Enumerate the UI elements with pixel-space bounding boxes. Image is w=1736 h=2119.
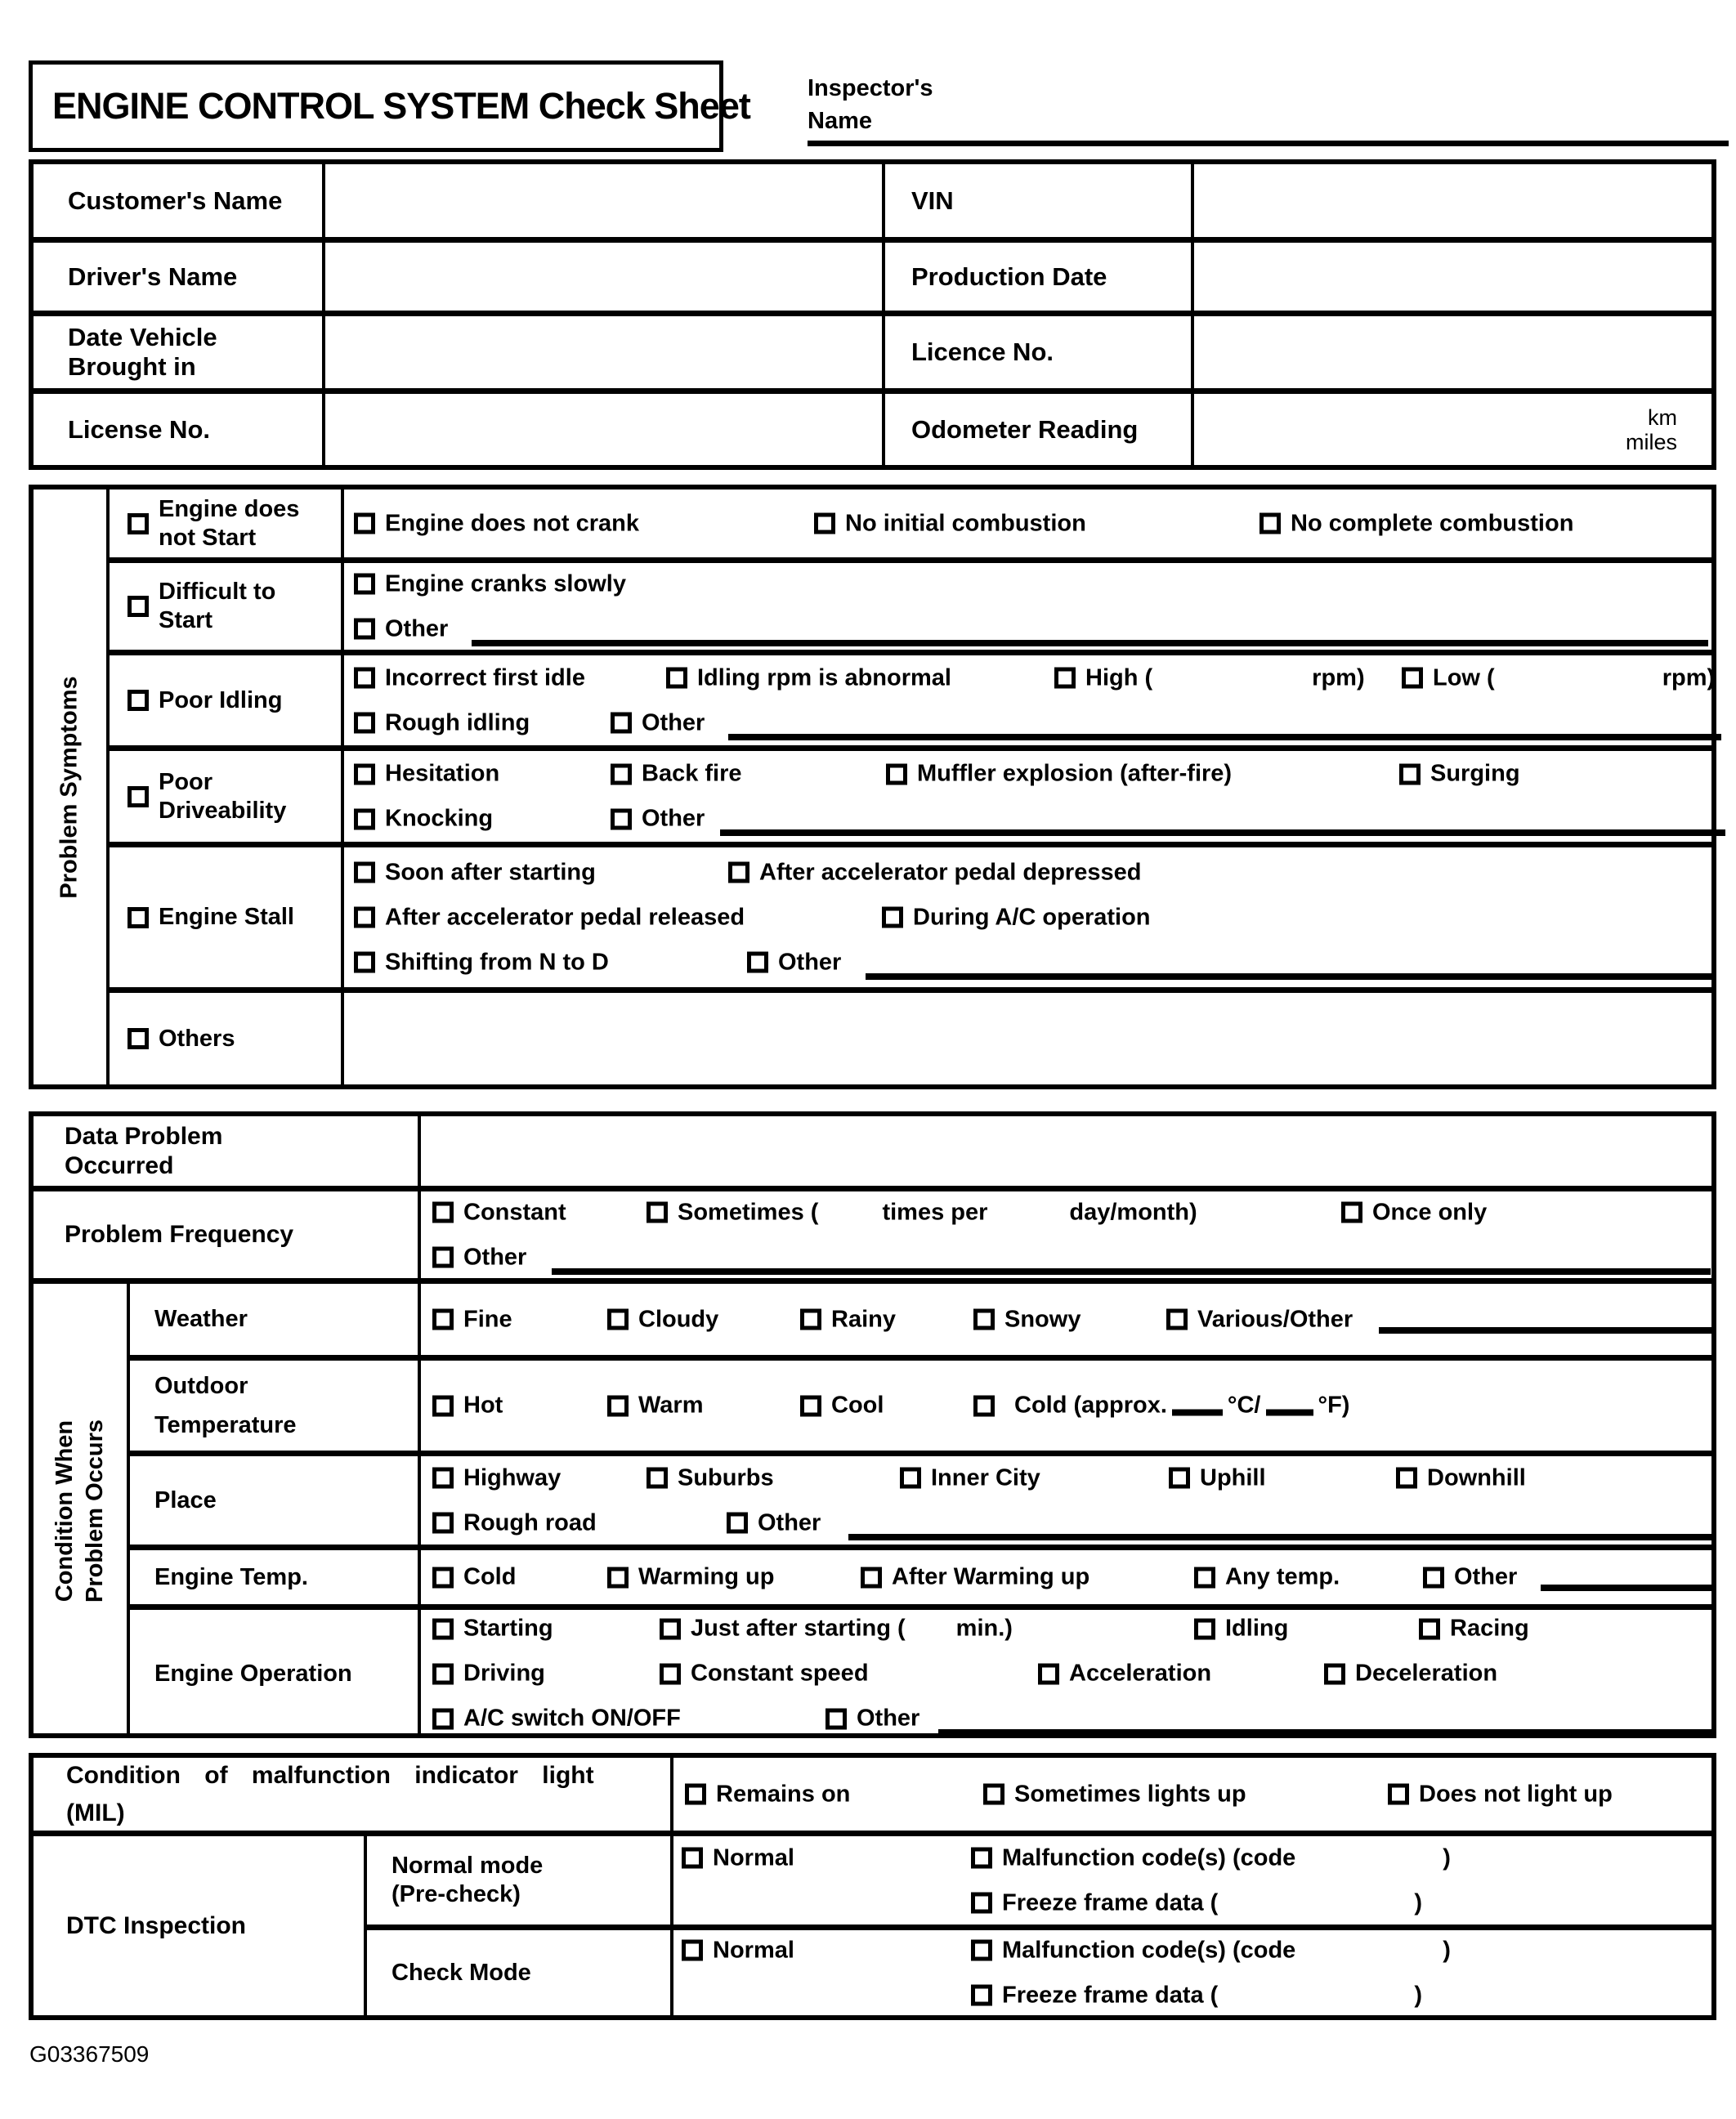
fill-in-blank[interactable] [472,640,1708,646]
option-label: Low ( [1433,664,1495,691]
checkbox-option[interactable] [354,904,745,931]
production-date-label: Production Date [882,237,1191,311]
write-in-space[interactable] [1218,1902,1414,1903]
option-label: Warming up [638,1563,775,1590]
fill-in-blank[interactable] [1266,1405,1313,1416]
checkbox[interactable] [432,1247,454,1268]
option-label: Other [642,709,705,735]
option-label: Any temp. [1225,1563,1340,1590]
fill-in-blank[interactable] [1379,1327,1711,1334]
write-in-space[interactable] [818,1212,882,1213]
dtc-normal-mode-options [670,1831,1711,1925]
checkbox[interactable] [354,862,375,883]
checkbox-option[interactable] [666,664,951,691]
checkbox-option[interactable] [973,1393,1349,1419]
odometer-units: km miles [1625,405,1677,454]
checkbox-option[interactable] [1194,1564,1340,1591]
checkbox[interactable] [611,713,632,734]
checkbox[interactable] [128,690,149,711]
customer-name-field[interactable] [322,164,882,237]
checkbox-option[interactable] [1399,761,1520,788]
vin-label: VIN [882,164,1191,237]
place-options [418,1451,1711,1545]
checkbox-option[interactable] [660,1616,1013,1643]
option-label: Rough road [463,1509,597,1536]
page-title: ENGINE CONTROL SYSTEM Check Sheet [52,85,750,127]
option-label: After Warming up [892,1563,1090,1590]
checkbox[interactable] [128,596,149,617]
option-label: Back fire [642,760,742,787]
checkbox[interactable] [800,1395,821,1416]
checkbox-option[interactable] [432,1616,553,1643]
checkbox-option[interactable] [800,1306,896,1333]
option-label: High ( [1085,664,1153,691]
problem-frequency-label: Problem Frequency [34,1186,418,1278]
title-box [29,60,750,152]
fill-in-blank[interactable] [1172,1405,1223,1416]
checkbox[interactable] [354,952,375,973]
checkbox-option[interactable] [354,761,499,788]
licence-no-field[interactable] [1191,311,1711,388]
figure-code: G03367509 [29,2041,150,2067]
mil-dtc-table [29,1753,1716,2020]
option-label: Deceleration [1355,1660,1498,1687]
checkbox-option[interactable] [432,1199,566,1226]
option-label: Other [642,805,705,832]
customer-name-label: Customer's Name [68,186,283,215]
checkbox-option[interactable] [611,761,742,788]
checkbox[interactable] [1396,1468,1417,1489]
odometer-field[interactable] [1191,388,1711,465]
option-label: Hot [463,1392,503,1419]
problem-symptoms-section-label: Problem Symptoms [56,675,83,899]
checkbox[interactable] [747,952,768,973]
option-label: rpm) [1662,664,1716,691]
option-label: times per [882,1199,988,1225]
option-label: Hesitation [385,760,500,787]
checkbox[interactable] [354,808,375,829]
checkbox-option[interactable] [1169,1464,1266,1491]
option-label: Constant speed [691,1660,869,1687]
checkbox[interactable] [886,763,907,785]
write-in-space[interactable] [987,1212,1069,1213]
checkbox-option[interactable] [660,1661,869,1688]
checkbox-option[interactable] [682,1844,794,1871]
option-label: Snowy [1004,1306,1081,1332]
checkbox[interactable] [1194,1618,1215,1639]
dtc-normal-mode-label: Normal mode (Pre-check) [364,1831,670,1925]
option-label: Constant [463,1199,566,1225]
checkbox-option[interactable] [1396,1464,1526,1491]
option-label: Does not light up [1419,1781,1613,1807]
fill-in-blank[interactable] [866,973,1716,980]
option-label: Cold (approx. [1014,1392,1167,1419]
checkbox-option[interactable] [1166,1306,1353,1333]
option-label: Other [1454,1563,1518,1590]
dtc-check-mode-label: Check Mode [364,1925,670,2015]
checkbox-option[interactable] [354,664,585,691]
checkbox[interactable] [1324,1663,1345,1684]
checkbox[interactable] [666,668,687,689]
option-label: °F) [1318,1392,1350,1419]
option-label: Normal [713,1937,794,1963]
checkbox[interactable] [973,1309,995,1330]
symptom-others[interactable]: Others [106,987,341,1084]
checkbox[interactable] [354,763,375,785]
option-label: After accelerator pedal released [385,904,745,930]
checkbox[interactable] [607,1309,629,1330]
checkbox[interactable] [973,1395,995,1416]
checkbox-option[interactable] [1038,1661,1211,1688]
option-label: Other [463,1244,527,1270]
option-label: Muffler explosion (after-fire) [917,760,1233,787]
symptom-poor-driveability[interactable]: Poor Driveability [106,745,341,842]
option-label: A/C switch ON/OFF [463,1705,681,1732]
option-label: Racing [1450,1615,1529,1642]
checkbox[interactable] [432,1663,454,1684]
checkbox[interactable] [432,1395,454,1416]
option-label: Normal [713,1844,794,1871]
symptom-detail-cell [341,842,1711,987]
weather-label: Weather [127,1278,418,1355]
option-label: Cool [831,1392,884,1419]
checkbox[interactable] [432,1513,454,1534]
checkbox-option[interactable] [607,1564,774,1591]
option-label: Remains on [716,1781,851,1807]
checkbox-option[interactable] [971,1844,1451,1871]
checkbox-option[interactable] [882,904,1151,931]
option-label: Surging [1430,760,1520,787]
checkbox[interactable] [1388,1784,1409,1805]
symptom-difficult-to-start[interactable]: Difficult to Start [106,557,341,650]
option-label: Suburbs [678,1464,774,1491]
option-label: Downhill [1427,1464,1526,1491]
checkbox[interactable] [1399,763,1421,785]
checkbox-option[interactable] [685,1781,850,1808]
checkbox[interactable] [128,513,149,534]
engine-temp-options [418,1545,1711,1604]
checkbox[interactable] [685,1784,706,1805]
checkbox-option[interactable] [611,709,705,736]
option-label: °C/ [1227,1392,1261,1419]
option-label: Other [778,949,842,975]
checkbox-option[interactable] [432,1306,512,1333]
checkbox-option[interactable] [354,859,596,886]
odometer-label: Odometer Reading [882,388,1191,465]
option-label: Incorrect first idle [385,664,585,691]
checkbox-option[interactable] [1054,664,1365,691]
checkbox[interactable] [1423,1567,1444,1588]
symptom-detail-cell [341,650,1716,745]
symptom-others-field[interactable] [341,987,1711,1084]
checkbox[interactable] [971,1985,992,2006]
checkbox[interactable] [354,907,375,928]
vin-field[interactable] [1191,164,1711,237]
license-no-field[interactable] [322,388,882,465]
checkbox-option[interactable] [432,1393,503,1419]
option-label: Driving [463,1660,545,1687]
checkbox-option[interactable] [647,1199,1197,1226]
mil-options [670,1758,1711,1831]
symptom-poor-idling[interactable]: Poor Idling [106,650,341,745]
write-in-space[interactable] [1295,1857,1443,1858]
option-label: Freeze frame data ( [1002,1982,1219,2008]
problem-frequency-options [418,1186,1711,1278]
condition-table [29,1111,1716,1738]
checkbox-option[interactable] [611,806,705,833]
checkbox[interactable] [432,1567,454,1588]
checkbox-option[interactable] [354,709,530,736]
option-label: Rainy [831,1306,896,1332]
place-label: Place [127,1451,418,1545]
checkbox-option[interactable] [1259,510,1573,537]
checkbox[interactable] [1038,1663,1059,1684]
option-label: ) [1414,1982,1422,2008]
option-label: Acceleration [1069,1660,1212,1687]
checkbox[interactable] [1402,668,1423,689]
checkbox[interactable] [354,619,375,640]
checkbox-option[interactable] [1324,1661,1497,1688]
option-label: Cold [463,1563,517,1590]
problem-symptoms-table [29,485,1716,1089]
option-label: Rough idling [385,709,530,735]
driver-name-label: Driver's Name [34,237,322,311]
checkbox[interactable] [682,1940,703,1961]
licence-no-label: Licence No. [882,311,1191,388]
checkbox[interactable] [607,1395,629,1416]
option-label: ) [1414,1889,1422,1916]
option-label: Inner City [931,1464,1040,1491]
checkbox-option[interactable] [1402,664,1715,691]
option-label: Sometimes lights up [1014,1781,1246,1807]
option-label: Warm [638,1392,704,1419]
checkbox-option[interactable] [728,859,1141,886]
option-label: Once only [1372,1199,1488,1225]
checkbox[interactable] [682,1848,703,1869]
license-no-label: License No. [34,388,322,465]
checkbox-option[interactable] [354,615,448,642]
option-label: Engine cranks slowly [385,570,626,597]
fill-in-blank[interactable] [848,1534,1715,1540]
option-label: Various/Other [1197,1306,1353,1332]
fill-in-blank[interactable] [1541,1585,1715,1591]
option-label: Highway [463,1464,562,1491]
option-label: Other [758,1509,821,1536]
option-label: Other [857,1705,920,1732]
write-in-space[interactable] [1295,1950,1443,1951]
checkbox[interactable] [354,513,375,534]
checkbox-option[interactable] [1194,1616,1288,1643]
checkbox[interactable] [825,1708,847,1729]
option-label: No complete combustion [1291,510,1574,536]
checkbox-option[interactable] [971,1937,1451,1964]
engine-operation-options [418,1604,1711,1737]
option-label: ) [1443,1937,1451,1963]
option-label: Sometimes ( [678,1199,819,1225]
engine-temp-label: Engine Temp. [127,1545,418,1604]
option-label: Idling rpm is abnormal [697,664,951,691]
data-problem-occurred-field[interactable] [418,1116,1711,1186]
weather-options [418,1278,1711,1355]
checkbox[interactable] [432,1202,454,1223]
option-label: Freeze frame data ( [1002,1889,1219,1916]
checkbox-option[interactable] [727,1509,821,1536]
checkbox[interactable] [432,1309,454,1330]
checkbox[interactable] [432,1708,454,1729]
vehicle-info-table [29,159,1716,470]
checkbox[interactable] [128,786,149,807]
checkbox-option[interactable] [647,1464,774,1491]
option-label: During A/C operation [913,904,1151,930]
outdoor-temperature-options [418,1355,1711,1451]
checkbox[interactable] [800,1309,821,1330]
option-label: After accelerator pedal depressed [759,859,1142,885]
write-in-space[interactable] [1495,677,1662,678]
checkbox-option[interactable] [1341,1199,1487,1226]
fill-in-blank[interactable] [720,829,1725,836]
checkbox[interactable] [607,1567,629,1588]
fill-in-blank[interactable] [552,1268,1711,1275]
checkbox-option[interactable] [800,1393,884,1419]
checkbox[interactable] [647,1468,668,1489]
option-label: day/month) [1069,1199,1197,1225]
option-label: Just after starting ( [691,1615,906,1642]
checkbox-option[interactable] [825,1705,919,1732]
outdoor-temperature-label: Outdoor Temperature [127,1355,418,1451]
fill-in-blank[interactable] [728,734,1721,740]
checkbox-option[interactable] [1419,1616,1529,1643]
engine-operation-label: Engine Operation [127,1604,418,1737]
option-label: No initial combustion [845,510,1086,536]
checkbox-option[interactable] [354,949,609,976]
option-label: Shifting from N to D [385,949,609,975]
checkbox[interactable] [1341,1202,1362,1223]
checkbox[interactable] [900,1468,921,1489]
checkbox[interactable] [611,808,632,829]
checkbox[interactable] [728,862,749,883]
checkbox-option[interactable] [971,1889,1422,1916]
option-label: Idling [1225,1615,1289,1642]
symptom-detail-cell [341,490,1711,557]
checkbox-option[interactable] [1388,1781,1613,1808]
date-brought-in-field[interactable] [322,311,882,388]
checkbox[interactable] [647,1202,668,1223]
checkbox[interactable] [1194,1567,1215,1588]
checkbox[interactable] [1054,668,1076,689]
inspector-name-field[interactable] [808,141,1729,146]
checkbox[interactable] [861,1567,882,1588]
option-label: Fine [463,1306,512,1332]
checkbox[interactable] [1169,1468,1190,1489]
checkbox-option[interactable] [983,1781,1246,1808]
checkbox-option[interactable] [814,510,1086,537]
option-label: Soon after starting [385,859,596,885]
option-label: Malfunction code(s) (code [1002,1844,1296,1871]
checkbox[interactable] [128,907,149,928]
checkbox[interactable] [983,1784,1004,1805]
data-problem-occurred-label: Data Problem Occurred [65,1122,223,1179]
checkbox-option[interactable] [432,1244,526,1271]
checkbox-option[interactable] [886,761,1232,788]
checkbox[interactable] [882,907,903,928]
checkbox-option[interactable] [354,570,626,597]
checkbox[interactable] [660,1663,681,1684]
dtc-check-mode-options [670,1925,1711,2015]
condition-when-problem-occurs-label: Condition When Problem Occurs [34,1278,127,1737]
checkbox-option[interactable] [973,1306,1081,1333]
option-label: Uphill [1200,1464,1266,1491]
checkbox[interactable] [128,1028,149,1049]
checkbox-option[interactable] [900,1464,1040,1491]
checkbox[interactable] [971,1848,992,1869]
option-label: Starting [463,1615,553,1642]
checkbox-option[interactable] [971,1982,1422,2009]
checkbox-option[interactable] [432,1564,516,1591]
driver-name-field[interactable] [322,237,882,311]
checkbox[interactable] [971,1940,992,1961]
checkbox[interactable] [971,1893,992,1914]
checkbox[interactable] [1259,513,1281,534]
option-label: Cloudy [638,1306,719,1332]
fill-in-blank[interactable] [938,1729,1715,1736]
checkbox[interactable] [1166,1309,1188,1330]
checkbox[interactable] [1419,1618,1440,1639]
checkbox[interactable] [432,1618,454,1639]
checkbox-option[interactable] [747,949,841,976]
checkbox-option[interactable] [432,1661,545,1688]
write-in-space[interactable] [1152,677,1312,678]
option-label: Other [385,615,449,642]
checkbox[interactable] [354,668,375,689]
checkbox-option[interactable] [432,1509,597,1536]
checkbox-option[interactable] [682,1937,794,1964]
option-label: Knocking [385,805,494,832]
option-label: min.) [955,1615,1013,1642]
symptom-engine-stall[interactable]: Engine Stall [106,842,341,987]
checkbox-option[interactable] [607,1306,718,1333]
option-label: ) [1443,1844,1451,1871]
checkbox-option[interactable] [432,1464,561,1491]
checkbox-option[interactable] [861,1564,1089,1591]
inspector-name-label: Inspector's Name [808,75,933,134]
write-in-space[interactable] [1218,1995,1414,1996]
symptom-detail-cell [341,745,1711,842]
checkbox[interactable] [727,1513,748,1534]
mil-condition-label: Condition of malfunction indicator light (MIL) [66,1761,594,1826]
checkbox[interactable] [354,713,375,734]
checkbox-option[interactable] [1423,1564,1517,1591]
checkbox[interactable] [432,1468,454,1489]
checkbox[interactable] [354,574,375,595]
checkbox[interactable] [814,513,835,534]
symptom-engine-does-not-start[interactable]: Engine does not Start [106,490,341,557]
checkbox-option[interactable] [354,510,639,537]
date-brought-in-label: Date Vehicle Brought in [34,311,322,388]
checkbox-option[interactable] [607,1393,704,1419]
checkbox-option[interactable] [354,806,493,833]
option-label: rpm) [1312,664,1365,691]
option-label: Malfunction code(s) (code [1002,1937,1296,1963]
checkbox[interactable] [611,763,632,785]
checkbox-option[interactable] [432,1705,681,1732]
production-date-field[interactable] [1191,237,1711,311]
checkbox[interactable] [660,1618,681,1639]
symptom-detail-cell [341,557,1711,650]
dtc-inspection-label: DTC Inspection [34,1831,364,2015]
option-label: Engine does not crank [385,510,639,536]
